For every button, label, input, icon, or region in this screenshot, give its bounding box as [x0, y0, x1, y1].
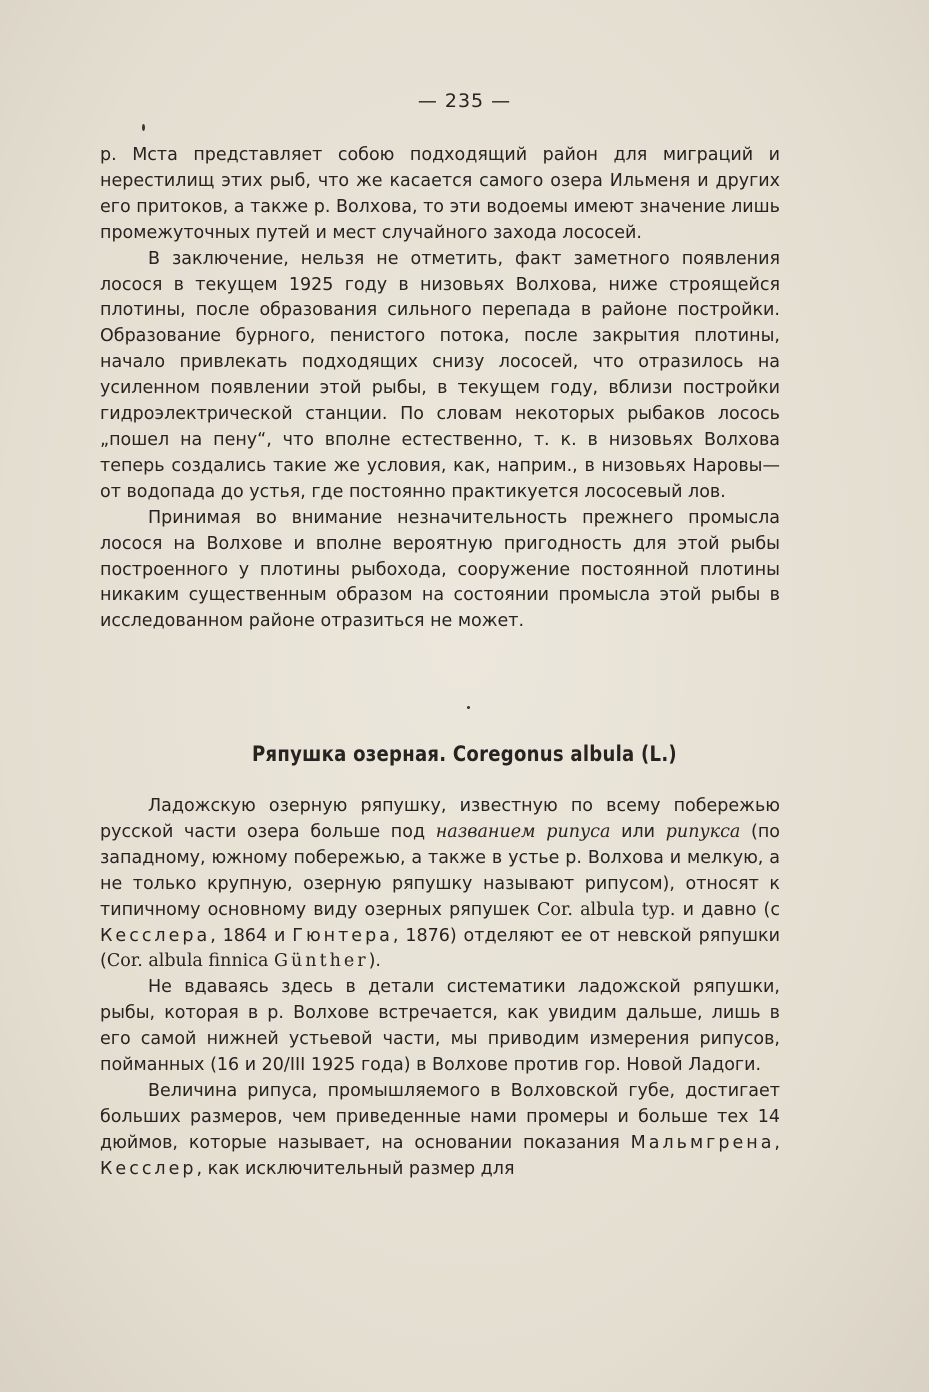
author-name: Мальмгрена [630, 1132, 775, 1153]
text-block-bottom [100, 794, 780, 1183]
paragraph: Не вдаваясь здесь в детали систематики ладожской ряпушки, рыбы, которая в р. Волхове встречается, как увидим дальше, лишь в его самой нижней устьевой части, мы приводим измерения рипусов, пойманных (16 и 20/III 1925 года) в Волхове против гор. Новой Ладоги. [100, 977, 780, 1076]
text-run: и давно (с [675, 899, 781, 920]
text-run: (по западному, южному побережью, а также в устье р. Волхова и мелкую, а не только крупную, озерную ряпушку называют рипусом), относят к типичному основному виду озерных ряпушек [100, 821, 781, 920]
text-run: Ладожскую озерную ряпушку, известную по всему побережью русской части озера больше под [100, 796, 780, 842]
author-name: Кесслер [100, 1158, 197, 1179]
text-run: или [610, 821, 666, 842]
author-name: Гюнтера [292, 925, 393, 946]
section-heading: Ряпушка озерная. Coregonus albula (L.) [252, 742, 677, 766]
page-number: — 235 — [417, 90, 512, 112]
text-run: , [774, 1132, 780, 1153]
paragraph [100, 794, 780, 975]
paragraph: р. Мста представляет собою подходящий район для миграций и нерестилищ этих рыб, что же касается самого озера Ильменя и других его притоков, а также р. Волхова, то эти водоемы имеют значение лишь промежуточных путей и мест случайного захода лососей. [100, 145, 780, 243]
ink-speck [467, 706, 470, 709]
text-block-top [100, 143, 780, 635]
ink-speck [142, 124, 145, 131]
author-name: Günther [274, 951, 369, 972]
text-run: , 1864 и [210, 925, 293, 946]
text-run: Величина рипуса, промышляемого в Волховской губе, достигает больших размеров, чем приведенные нами промеры и больше тех 14 дюймов, которые называет, на основании показания [100, 1080, 780, 1153]
paragraph [100, 1079, 780, 1183]
italic-term: названием рипуса [435, 821, 611, 842]
latin-name: Cor. albula typ. [537, 899, 676, 920]
text-run: ). [368, 951, 381, 972]
latin-name: Cor. albula finnica [106, 951, 269, 972]
text-run: , как исключительный размер для [196, 1158, 515, 1179]
paragraph: Принимая во внимание незначительность прежнего промысла лосося на Волхове и вполне вероятную пригодность для этой рыбы построенного у плотины рыбохода, сооружение постоянной плотины никаким существенным образом на состоянии промысла этой рыбы в исследованном районе отразиться не может. [100, 507, 780, 632]
text-run: , 1876) отделяют ее от невской ряпушки ( [100, 925, 780, 972]
italic-term: рипукса [665, 821, 741, 842]
author-name: Кесслера [100, 925, 211, 946]
paragraph: В заключение, нельзя не отметить, факт заметного появления лосося в текущем 1925 году в низовьях Волхова, ниже строящейся плотины, после образования сильного перепада в районе постройки. Образование бурного, пенистого потока, после закрытия плотины, начало привлекать подходящих снизу лососей, что отразилось на усиленном появлении этой рыбы, в текущем году, вблизи постройки гидроэлектрической станции. По словам некоторых рыбаков лосось „пошел на пену“, что вполне естественно, т. к. в низовьях Волхова теперь создались такие же условия, как, наприм., в низовьях Наровы—от водопада до устья, где постоянно практикуется лососевый лов. [100, 248, 780, 502]
